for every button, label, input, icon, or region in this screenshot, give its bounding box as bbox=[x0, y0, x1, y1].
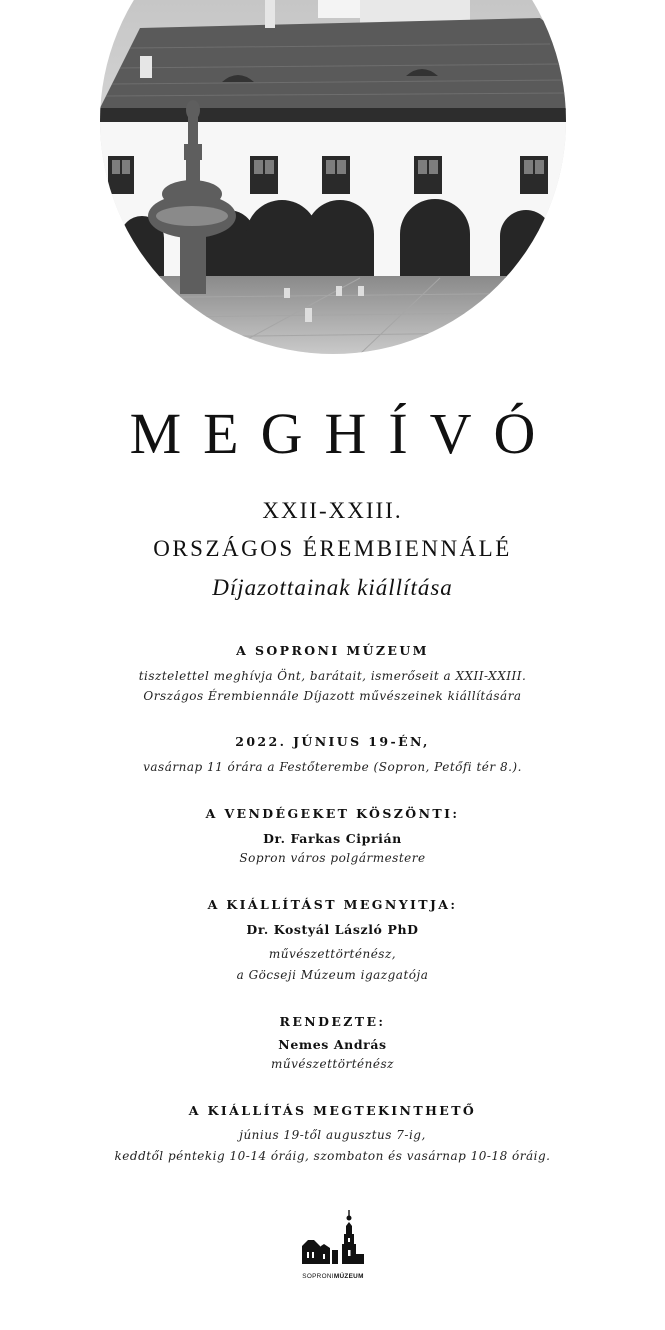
invitation-title: MEGHÍVÓ bbox=[129, 401, 558, 466]
visit-heading: A KIÁLLÍTÁS MEGTEKINTHETŐ bbox=[188, 1103, 477, 1118]
museum-tower-icon bbox=[298, 1208, 368, 1268]
curator-role: művészettörténész bbox=[271, 1057, 394, 1071]
date-text: vasárnap 11 órára a Festőterembe (Sopron, Petőfi tér 8.). bbox=[143, 760, 522, 774]
biennale-edition: XXII-XXIII. bbox=[262, 498, 403, 523]
opening-heading: A KIÁLLÍTÁST MEGNYITJA: bbox=[207, 897, 458, 912]
logo-text-muzeum: MÚZEUM bbox=[333, 1273, 364, 1280]
courtyard-photo bbox=[100, 0, 566, 354]
date-heading: 2022. JÚNIUS 19-ÉN, bbox=[235, 734, 430, 749]
museum-logo bbox=[298, 1208, 368, 1280]
opening-role-line2: a Göcseji Múzeum igazgatója bbox=[236, 968, 429, 982]
host-heading: A SOPRONI MÚZEUM bbox=[236, 643, 429, 658]
visit-hours: keddtől péntekig 10-14 óráig, szombaton és vasárnap 10-18 óráig. bbox=[114, 1149, 551, 1163]
opening-role-line1: művészettörténész, bbox=[268, 947, 397, 961]
curator-name: Nemes András bbox=[278, 1037, 387, 1052]
opening-name: Dr. Kostyál László PhD bbox=[246, 922, 419, 937]
greeting-role: Sopron város polgármestere bbox=[239, 851, 426, 865]
biennale-name: ORSZÁGOS ÉREMBIENNÁLÉ bbox=[153, 536, 512, 561]
visit-dates: június 19-től augusztus 7-ig, bbox=[239, 1128, 426, 1142]
greeting-name: Dr. Farkas Ciprián bbox=[263, 831, 402, 846]
greeting-heading: A VENDÉGEKET KÖSZÖNTI: bbox=[205, 806, 460, 821]
curator-heading: RENDEZTE: bbox=[279, 1014, 386, 1029]
logo-text-soproni: SOPRONI bbox=[302, 1273, 334, 1280]
host-text-line2: Országos Érembiennále Díjazott művészeinek kiállítására bbox=[143, 689, 522, 703]
exhibition-subtitle: Díjazottainak kiállítása bbox=[212, 575, 453, 600]
host-text-line1: tisztelettel meghívja Önt, barátait, ismerőseit a XXII-XXIII. bbox=[138, 669, 527, 683]
